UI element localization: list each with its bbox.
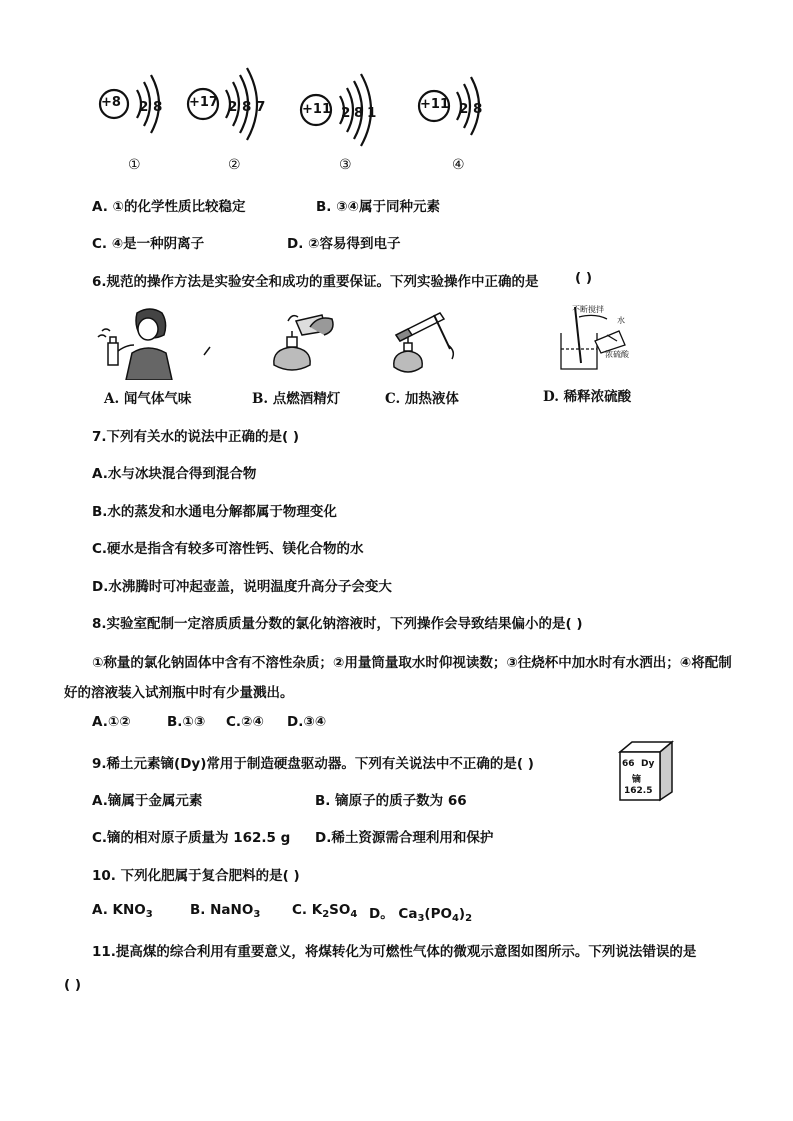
q6-caption-b: B. 点燃酒精灯 bbox=[252, 391, 341, 407]
q5-option-a: A. ①的化学性质比较稳定 bbox=[92, 199, 246, 215]
atom1-nucleus: +8 bbox=[101, 95, 121, 110]
q7-option-d: D.水沸腾时可冲起壶盖，说明温度升高分子会变大 bbox=[92, 579, 392, 595]
atom-diagrams bbox=[90, 60, 510, 190]
q10-option-d: D。 $Ca_3(PO_4)_2$ bbox=[369, 906, 473, 924]
q6-figure-d-dilute-acid bbox=[545, 305, 655, 375]
q6-stem: 6.规范的操作方法是实验安全和成功的重要保证。下列实验操作中正确的是 bbox=[92, 274, 539, 290]
atom3-shell-1: 2 bbox=[341, 105, 351, 121]
q10-option-c: C. $K_2SO_4$ bbox=[292, 902, 358, 920]
q5-option-d: D. ②容易得到电子 bbox=[287, 236, 401, 252]
q7-stem: 7.下列有关水的说法中正确的是( ) bbox=[92, 429, 300, 445]
q6-figure-a-smell-gas bbox=[92, 305, 212, 380]
q8-option-a: A.①② bbox=[92, 714, 131, 730]
q7-option-c: C.硬水是指含有较多可溶性钙、镁化合物的水 bbox=[92, 541, 364, 557]
atom2-shell-2: 8 bbox=[242, 99, 252, 115]
q9-stem: 9.稀土元素镝(Dy)常用于制造硬盘驱动器。下列有关说法中不正确的是( ) bbox=[92, 756, 534, 772]
q10-option-a: A. $KNO_3$ bbox=[92, 902, 153, 920]
atom2-shell-3: 7 bbox=[256, 99, 266, 115]
q10-option-b: B. NaNO$_3$ bbox=[190, 902, 261, 920]
atom4-nucleus: +11 bbox=[420, 97, 449, 112]
q6-figure-d-label-water: 水 bbox=[617, 316, 625, 325]
atom3-label: ③ bbox=[339, 157, 352, 173]
q10-stem: 10. 下列化肥属于复合肥料的是( ) bbox=[92, 868, 300, 884]
q8-body: ①称量的氯化钠固体中含有不溶性杂质；②用量筒量取水时仰视读数；③往烧杯中加水时有水洒出；④将配制好的溶液装入试剂瓶中时有少量溅出。 bbox=[64, 655, 732, 701]
q6-caption-c: C. 加热液体 bbox=[385, 391, 459, 407]
atom4-shell-1: 2 bbox=[459, 101, 469, 117]
atom3-shell-2: 8 bbox=[354, 105, 364, 121]
q8-option-b: B.①③ bbox=[167, 714, 206, 730]
atom2-label: ② bbox=[228, 157, 241, 173]
q6-figure-b-alcohol-lamp bbox=[262, 305, 342, 380]
q9-option-c: C.镝的相对原子质量为 162.5 g bbox=[92, 830, 291, 846]
q5-option-b: B. ③④属于同种元素 bbox=[316, 199, 440, 215]
q9-element-symbol: Dy bbox=[641, 759, 655, 769]
q9-option-b: B. 镝原子的质子数为 66 bbox=[315, 793, 467, 809]
atom3-nucleus: +11 bbox=[302, 102, 331, 117]
q6-figure-d-label-stir: 不断搅拌 bbox=[572, 305, 604, 314]
q9-element-mass: 162.5 bbox=[624, 786, 653, 796]
q6-figure-c-heat-liquid bbox=[378, 305, 468, 380]
q8-option-d: D.③④ bbox=[287, 714, 327, 730]
q6-figure-d-label-acid: 浓硫酸 bbox=[605, 350, 629, 359]
atom2-nucleus: +17 bbox=[189, 95, 218, 110]
q9-element-name: 镝 bbox=[632, 775, 642, 785]
atom4-label: ④ bbox=[452, 157, 465, 173]
q11-stem: 11.提高煤的综合利用有重要意义，将煤转化为可燃性气体的微观示意图如图所示。下列说法错误的是 bbox=[92, 944, 697, 960]
q7-option-b: B.水的蒸发和水通电分解都属于物理变化 bbox=[92, 504, 337, 520]
q11-paren: ( ) bbox=[64, 977, 82, 993]
atom1-shell-1: 2 bbox=[139, 99, 149, 115]
q5-option-c: C. ④是一种阴离子 bbox=[92, 236, 205, 252]
atom2-shell-1: 2 bbox=[228, 99, 238, 115]
atom1-label: ① bbox=[128, 157, 141, 173]
q6-paren: ( ) bbox=[575, 270, 593, 286]
q6-caption-d: D. 稀释浓硫酸 bbox=[543, 389, 632, 405]
q6-caption-a: A. 闻气体气味 bbox=[104, 391, 192, 407]
q9-option-a: A.镝属于金属元素 bbox=[92, 793, 203, 809]
q8-stem: 8.实验室配制一定溶质质量分数的氯化钠溶液时，下列操作会导致结果偏小的是( ) bbox=[92, 616, 583, 632]
q9-option-d: D.稀土资源需合理利用和保护 bbox=[315, 830, 494, 846]
q9-element-number: 66 bbox=[622, 759, 635, 769]
atom1-shell-2: 8 bbox=[153, 99, 163, 115]
q7-option-a: A.水与冰块混合得到混合物 bbox=[92, 466, 257, 482]
atom4-shell-2: 8 bbox=[473, 101, 483, 117]
q8-option-c: C.②④ bbox=[226, 714, 264, 730]
atom3-shell-3: 1 bbox=[367, 105, 377, 121]
